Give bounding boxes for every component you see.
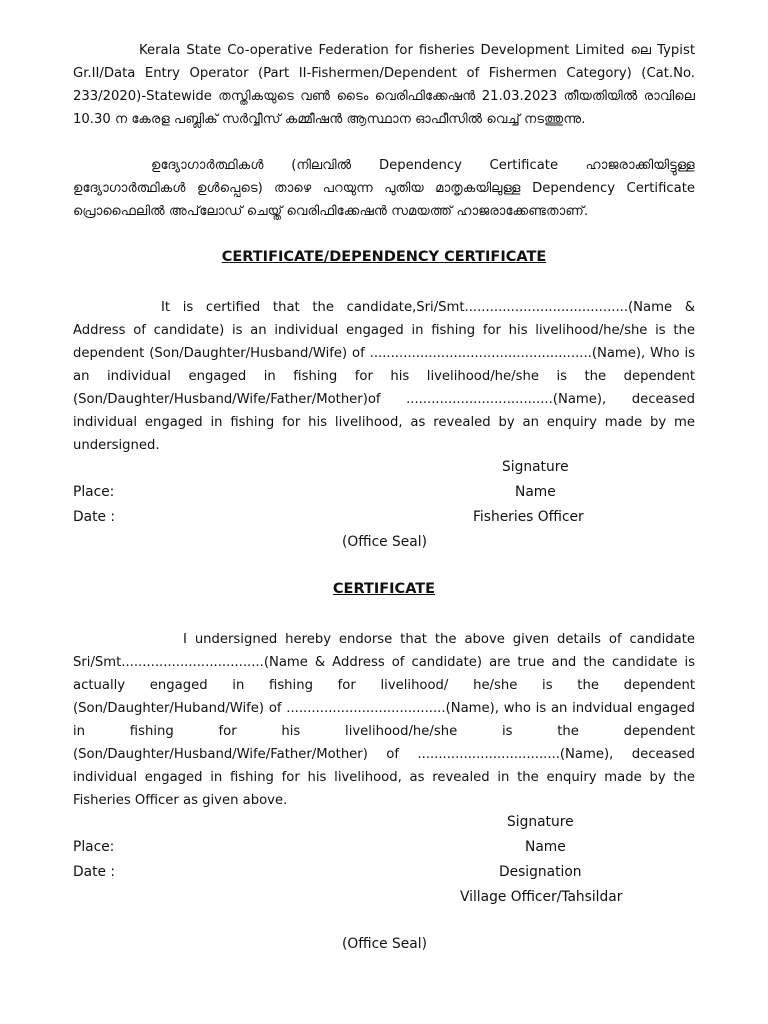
date-label-1: Date : xyxy=(73,509,116,525)
date-label-2: Date : xyxy=(73,864,116,880)
certificate-heading: CERTIFICATE xyxy=(332,581,436,597)
dependency-certificate-text: It is certified that the candidate,Sri/Smt.......................................(Name & Address of candidate) is an individual engaged in fishing for his livelihood/he/she is the dependent (Son/Daughter/Husband/Wife) of .....................................................(Name), Who is an individual engaged in fishing for his livelihood/he/she is the dependent (Son/Daughter/Husband/Wife/Father/Mother)of ...................................(Name), deceased individual engaged in fishing for his livelihood, as revealed by an enquiry made by me undersigned. xyxy=(73,300,695,453)
place-label-1: Place: xyxy=(73,484,115,500)
intro-paragraph-2-text: ഉദ്യോഗാർത്ഥികൾ (നിലവിൽ Dependency Certificate ഹാജരാക്കിയിട്ടുള്ള ഉദ്യോഗാർത്ഥികൾ ഉൾപ്പെടെ) താഴെ പറയുന്ന പുതിയ മാതൃകയിലുള്ള Dependency Certificate പ്രൊഫൈലിൽ അപ്‌ലോഡ് ചെയ്ത് വെരിഫിക്കേഷൻ സമയത്ത് ഹാജരാക്കേണ്ടതാണ്. xyxy=(73,158,695,219)
intro-paragraph-1 xyxy=(73,39,695,131)
endorsement-certificate-body xyxy=(73,628,695,812)
fisheries-officer-label: Fisheries Officer xyxy=(473,509,584,525)
certificate-dependency-heading: CERTIFICATE/DEPENDENCY CERTIFICATE xyxy=(221,249,547,265)
name-label-1: Name xyxy=(515,484,556,500)
endorsement-certificate-text: I undersigned hereby endorse that the above given details of candidate Sri/Smt..................................(Name & Address of candidate) are true and the candidate is actually engaged in fishing for livelihood/ he/she is the dependent (Son/Daughter/Huband/Wife) of ......................................(Name), who is an indvidual engaged in fishing for his livelihood/he/she is the dependent (Son/Daughter/Husband/Wife/Father/Mother) of ..................................(Name), deceased individual engaged in fishing for his livelihood, as revealed in the enquiry made by the Fisheries Officer as given above. xyxy=(73,632,695,808)
intro-paragraph-1-text: Kerala State Co-operative Federation for fisheries Development Limited ലെ Typist Gr.II/Data Entry Operator (Part II-Fishermen/Dependent of Fishermen Category) (Cat.No. 233/2020)-Statewide തസ്തികയുടെ വൺ ടൈം വെരിഫിക്കേഷൻ 21.03.2023 തീയതിയിൽ രാവിലെ 10.30 ന കേരള പബ്ലിക് സർവ്വീസ് കമ്മീഷൻ ആസ്ഥാന ഓഫീസിൽ വെച്ച് നടത്തുന്നു. xyxy=(73,43,695,127)
designation-label: Designation xyxy=(499,864,582,880)
office-seal-2: (Office Seal) xyxy=(342,936,427,952)
village-officer-label: Village Officer/Tahsildar xyxy=(460,889,623,905)
office-seal-1: (Office Seal) xyxy=(342,534,427,550)
name-label-2: Name xyxy=(525,839,566,855)
signature-label-2: Signature xyxy=(507,814,574,830)
intro-paragraph-2 xyxy=(73,154,695,223)
dependency-certificate-body xyxy=(73,296,695,457)
signature-label-1: Signature xyxy=(502,459,569,475)
place-label-2: Place: xyxy=(73,839,115,855)
